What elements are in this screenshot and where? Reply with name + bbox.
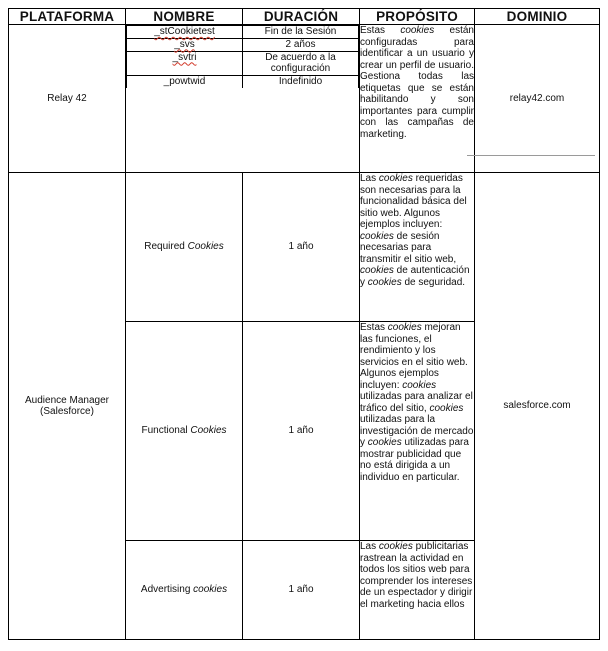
cookie-duration-cell: 1 año	[243, 173, 360, 322]
platform-cell: Relay 42	[9, 25, 126, 173]
header-row	[9, 9, 600, 25]
purpose-cell: Las cookies requeridas son necesarias para la funcionalidad básica del sitio web. Algunos ejemplos incluyen: cookies de sesión necesarias para transmitir el sitio web, cookies de autenticación y cookies de seguridad.	[360, 173, 475, 322]
list-item	[127, 38, 359, 51]
table-row	[9, 25, 600, 173]
relay-cookie-list	[126, 25, 359, 88]
relay-name-duration-cell	[126, 25, 360, 173]
cookie-duration: 2 años	[243, 38, 359, 51]
list-item	[127, 75, 359, 88]
header-platform: PLATAFORMA	[9, 9, 126, 25]
cookie-duration: De acuerdo a la configuración	[243, 51, 359, 75]
cookie-name: _stCookietest	[154, 26, 215, 37]
table-row	[9, 173, 600, 322]
header-duration: DURACIÓN	[243, 9, 360, 25]
purpose-cell: Las cookies publicitarias rastrean la actividad en todos los sitios web para comprender los intereses de un espectador y dirigir el marketing hacia ellos	[360, 541, 475, 640]
platform-cell: Audience Manager (Salesforce)	[9, 173, 126, 640]
cookie-duration-cell: 1 año	[243, 322, 360, 541]
divider-line	[467, 155, 595, 156]
cookie-duration-cell: 1 año	[243, 541, 360, 640]
cookie-name: _svs	[174, 38, 195, 50]
domain-cell: relay42.com	[475, 25, 600, 173]
cookie-name-cell: Functional Cookies	[126, 322, 243, 541]
cookie-name: _powtwid	[163, 75, 206, 87]
list-item	[127, 51, 359, 75]
cookie-duration: Indefinido	[243, 75, 359, 88]
cookie-name-cell: Required Cookies	[126, 173, 243, 322]
purpose-cell: Estas cookies están configuradas para identificar a un usuario y crear un perfil de usuario. Gestiona todas las etiquetas que se están habilitando y son importantes para cumplir con las campañas de marketing.	[360, 25, 475, 173]
header-name: NOMBRE	[126, 9, 243, 25]
header-purpose: PROPÓSITO	[360, 9, 475, 25]
cookie-duration: Fin de la Sesión	[243, 26, 359, 39]
list-item	[127, 26, 359, 39]
cookie-name-cell: Advertising cookies	[126, 541, 243, 640]
purpose-cell: Estas cookies mejoran las funciones, el rendimiento y los servicios en el sitio web. Algunos ejemplos incluyen: cookies utilizadas para analizar el tráfico del sitio, cookies utilizadas para la investigación de mercado y cookies utilizadas para mostrar publicidad que no está dirigida a un individuo en particular.	[360, 322, 475, 541]
header-domain: DOMINIO	[475, 9, 600, 25]
cookie-table	[8, 8, 600, 640]
domain-cell: salesforce.com	[475, 173, 600, 640]
cookie-name: _svtri	[172, 51, 197, 63]
